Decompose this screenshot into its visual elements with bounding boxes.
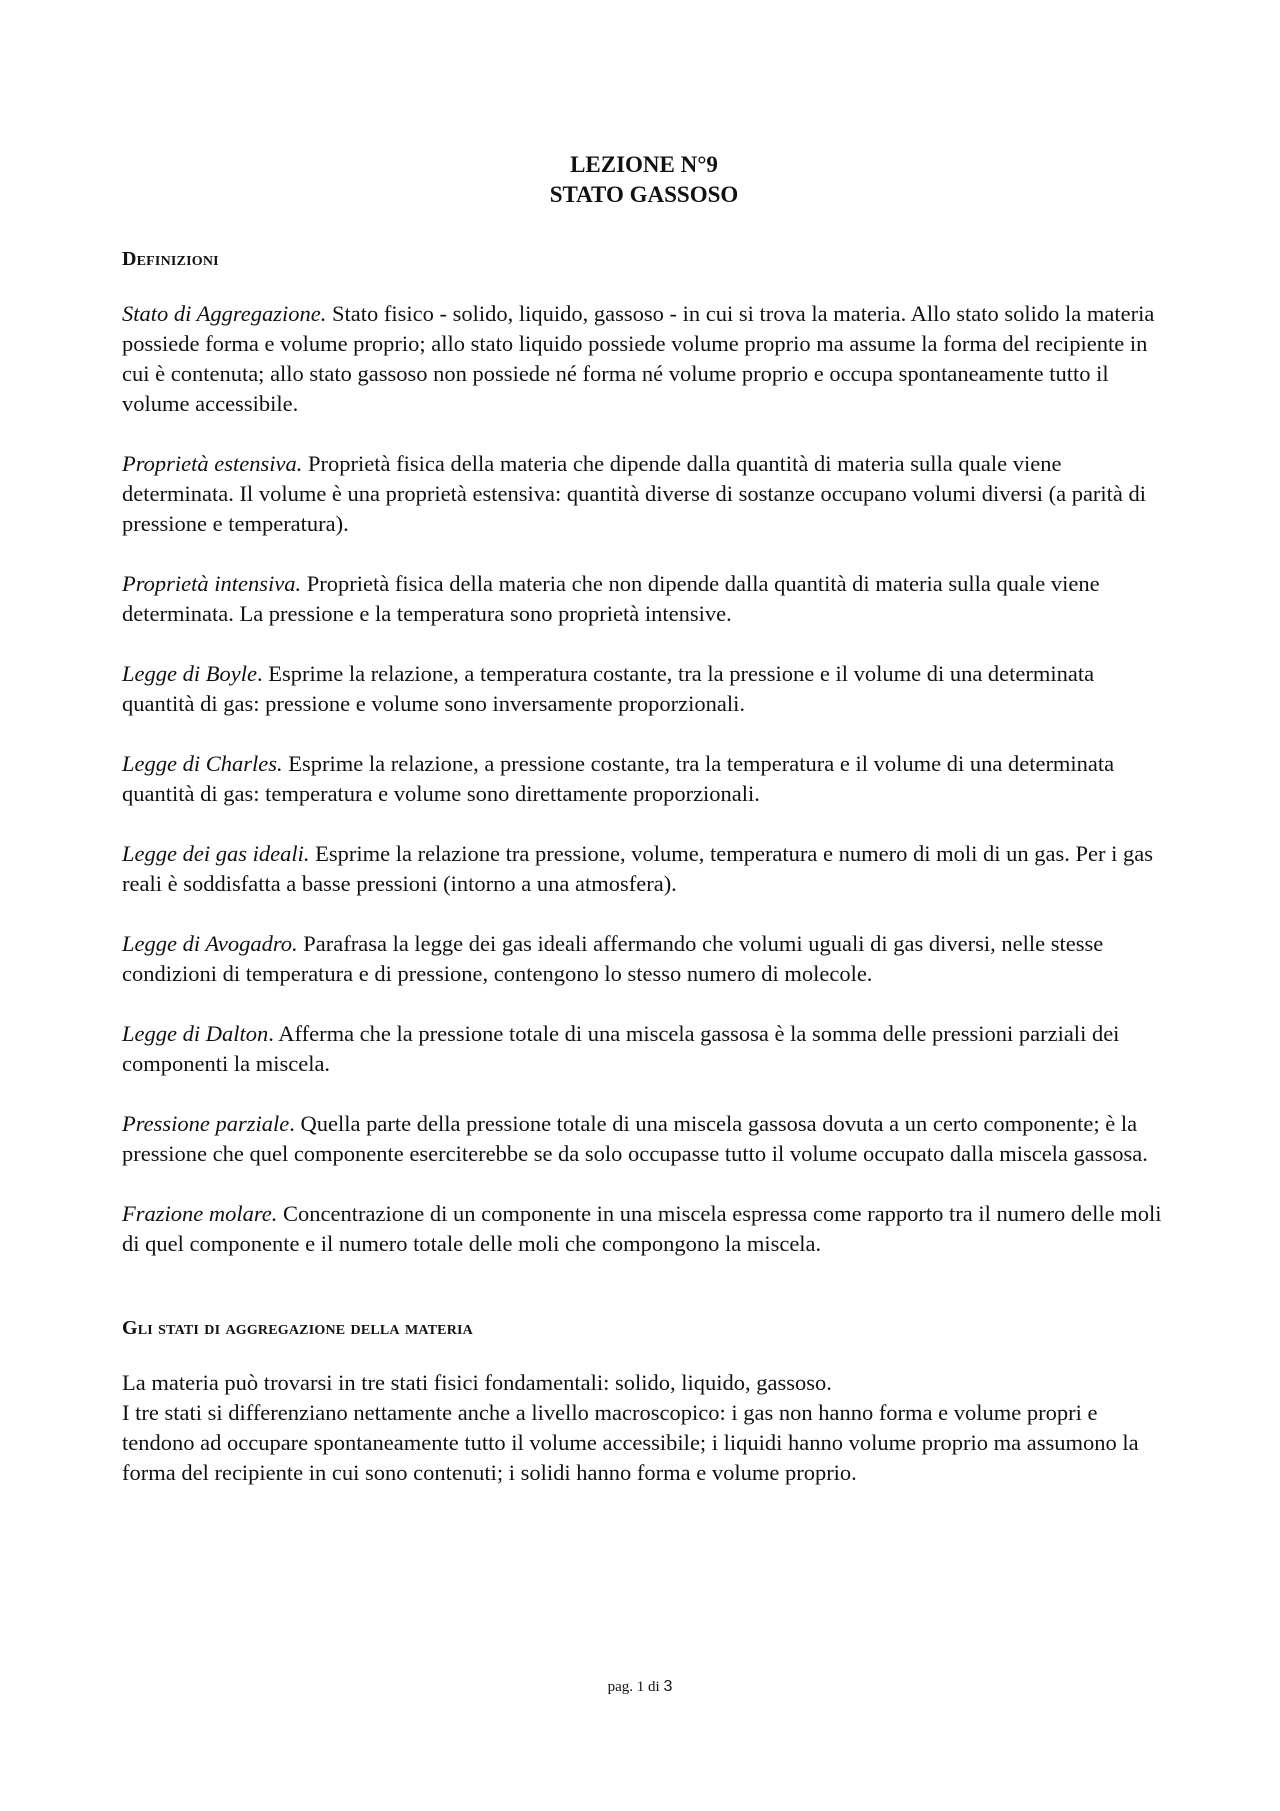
definition-term: Proprietà estensiva. [122,451,303,476]
definitions-list [122,299,1162,1259]
section-heading-definizioni: Definizioni [122,248,219,270]
definition-term: Proprietà intensiva. [122,571,302,596]
page-footer [0,1678,1280,1696]
definition-text: Stato fisico - solido, liquido, gassoso - in cui si trova la materia. Allo stato solido la materia possiede forma e volume proprio; allo stato liquido possiede volume proprio ma assume la forma del recipiente in cui è contenuta; allo stato gassoso non possiede né forma né volume proprio e occupa spontaneamente tutto il volume accessibile. [122,301,1155,416]
definition-stato-di-aggregazione [122,299,1162,419]
definition-legge-di-boyle [122,659,1162,719]
definition-text: Esprime la relazione, a pressione costante, tra la temperatura e il volume di una determinata quantità di gas: temperatura e volume sono direttamente proporzionali. [122,751,1115,806]
section-heading-stati: Gli stati di aggregazione della materia [122,1317,473,1339]
page-number-total: 3 [663,1678,673,1695]
definition-term: Legge di Boyle [122,661,257,686]
definition-text: Proprietà fisica della materia che dipende dalla quantità di materia sulla quale viene determinata. Il volume è una proprietà estensiva: quantità diverse di sostanze occupano volumi diversi (a parità di pressione e temperatura). [122,451,1147,536]
definition-text: Proprietà fisica della materia che non dipende dalla quantità di materia sulla quale viene determinata. La pressione e la temperatura sono proprietà intensive. [122,571,1100,626]
page-number-prefix: pag. 1 di [607,1679,664,1695]
definition-term: Legge di Avogadro. [122,931,298,956]
definition-legge-di-avogadro [122,929,1162,989]
definition-text: Esprime la relazione tra pressione, volume, temperatura e numero di moli di un gas. Per i gas reali è soddisfatta a basse pressioni (intorno a una atmosfera). [122,841,1153,896]
definition-pressione-parziale [122,1109,1162,1169]
definition-legge-di-dalton [122,1019,1162,1079]
definition-text: . Esprime la relazione, a temperatura costante, tra la pressione e il volume di una determinata quantità di gas: pressione e volume sono inversamente proporzionali. [122,661,1095,716]
states-paragraph-2: I tre stati si differenziano nettamente anche a livello macroscopico: i gas non hanno forma e volume propri e tendono ad occupare spontaneamente tutto il volume accessibile; i liquidi hanno volume proprio ma assumono la forma del recipiente in cui sono contenuti; i solidi hanno forma e volume proprio. [122,1400,1139,1485]
title-line-2: STATO GASSOSO [549,182,739,207]
document-page [122,150,1162,1488]
title-line-1: LEZIONE N°9 [570,152,718,177]
definition-text: Parafrasa la legge dei gas ideali affermando che volumi uguali di gas diversi, nelle stesse condizioni di temperatura e di pressione, contengono lo stesso numero di molecole. [122,931,1104,986]
definition-proprieta-intensiva [122,569,1162,629]
definition-legge-di-charles [122,749,1162,809]
definition-text: . Quella parte della pressione totale di una miscela gassosa dovuta a un certo componente; è la pressione che quel componente eserciterebbe se da solo occupasse tutto il volume occupato dalla miscela gassosa. [122,1111,1148,1166]
definition-term: Stato di Aggregazione. [122,301,327,326]
definition-term: Frazione molare. [122,1201,278,1226]
definition-term: Legge dei gas ideali. [122,841,310,866]
definition-term: Pressione parziale [122,1111,290,1136]
definition-text: . Afferma che la pressione totale di una miscela gassosa è la somma delle pressioni parziali dei componenti la miscela. [122,1021,1120,1076]
definition-text: Concentrazione di un componente in una miscela espressa come rapporto tra il numero delle moli di quel componente e il numero totale delle moli che compongono la miscela. [122,1201,1162,1256]
definition-term: Legge di Charles. [122,751,283,776]
document-title [126,150,1162,210]
states-paragraph-1: La materia può trovarsi in tre stati fisici fondamentali: solido, liquido, gassoso. [122,1370,832,1395]
definition-legge-dei-gas-ideali [122,839,1162,899]
definition-term: Legge di Dalton [122,1021,269,1046]
section-stati-di-aggregazione [122,1317,1162,1488]
definition-proprieta-estensiva [122,449,1162,539]
definition-frazione-molare [122,1199,1162,1259]
